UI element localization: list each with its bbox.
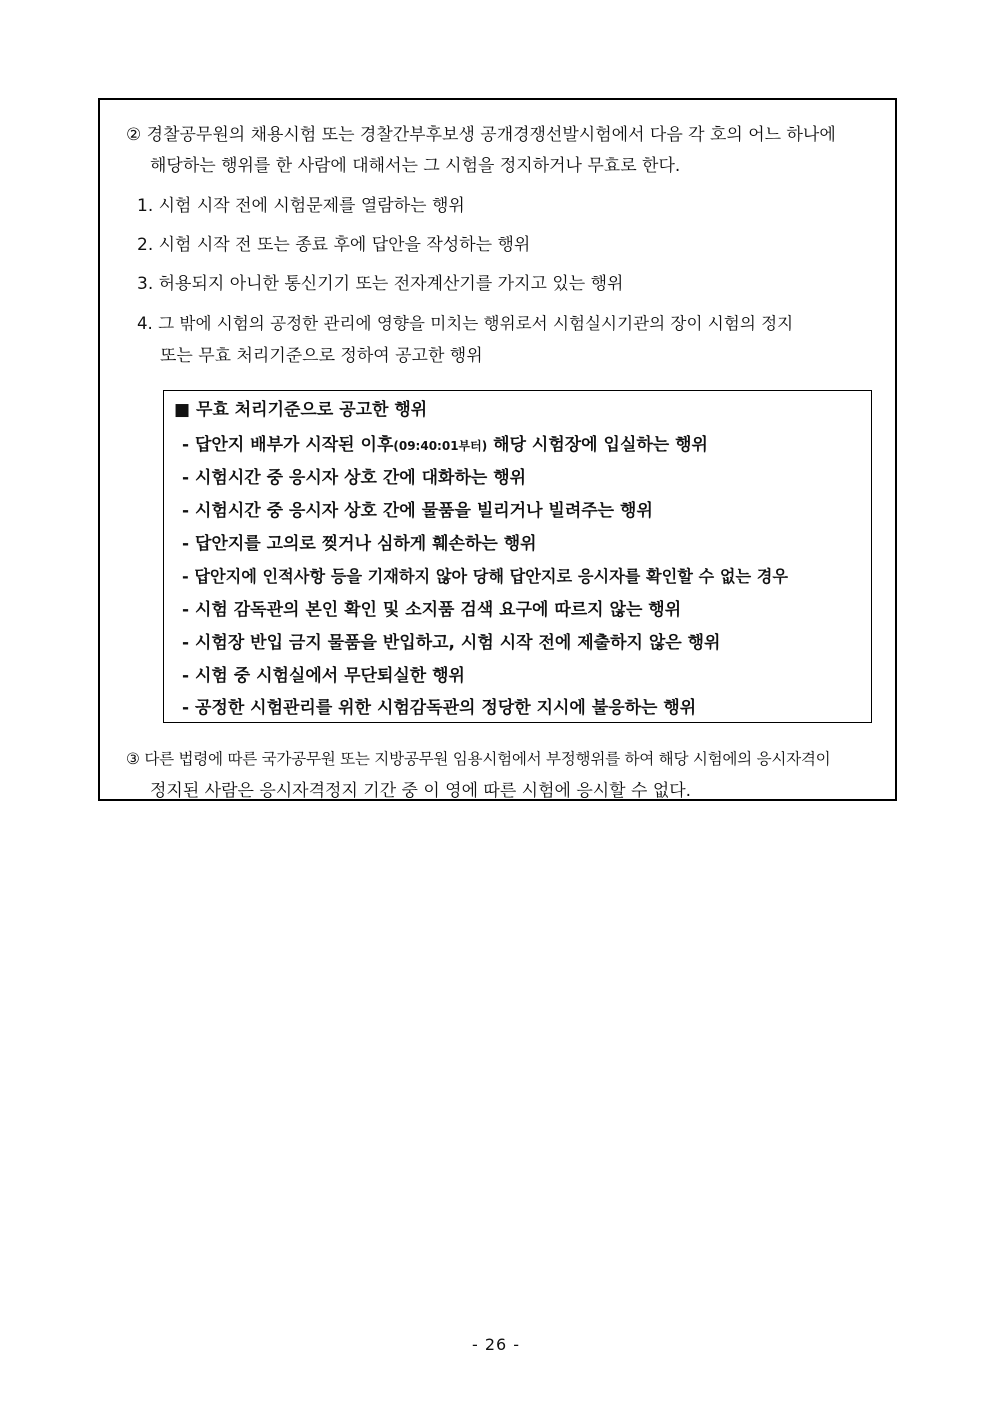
criteria-rule: - 답안지에 인적사항 등을 기재하지 않아 당해 답안지로 응시자를 확인할 수 없는 경우 <box>182 567 789 586</box>
criteria-rule: - 시험시간 중 응시자 상호 간에 대화하는 행위 <box>182 468 527 488</box>
criteria-rule: - 시험 감독관의 본인 확인 및 소지품 검색 요구에 따르지 않는 행위 <box>182 600 682 620</box>
item-2: 2. 시험 시작 전 또는 종료 후에 답안을 작성하는 행위 <box>137 235 531 255</box>
paragraph-3-line-2: 정지된 사람은 응시자격정지 기간 중 이 영에 따른 시험에 응시할 수 없다. <box>150 781 692 801</box>
item-4-line-1: 4. 그 밖에 시험의 공정한 관리에 영향을 미치는 행위로서 시험실시기관의 장이 시험의 정지 <box>137 314 794 333</box>
criteria-rule: - 시험장 반입 금지 물품을 반입하고, 시험 시작 전에 제출하지 않은 행위 <box>182 633 721 653</box>
criteria-rule: - 공정한 시험관리를 위한 시험감독관의 정당한 지시에 불응하는 행위 <box>182 698 697 718</box>
criteria-rule-time: (09:40:01부터) <box>393 439 488 453</box>
criteria-rule: - 답안지를 고의로 찢거나 심하게 훼손하는 행위 <box>182 534 537 554</box>
criteria-rule-text: - 답안지 배부가 시작된 이후 <box>182 435 394 455</box>
item-1: 1. 시험 시작 전에 시험문제를 열람하는 행위 <box>137 196 465 216</box>
paragraph-2-line-1: ② 경찰공무원의 채용시험 또는 경찰간부후보생 공개경쟁선발시험에서 다음 각 호의 어느 하나에 <box>126 125 836 145</box>
criteria-rule: - 시험 중 시험실에서 무단퇴실한 행위 <box>182 666 465 686</box>
criteria-rule <box>182 434 708 457</box>
item-3: 3. 허용되지 아니한 통신기기 또는 전자계산기를 가지고 있는 행위 <box>137 274 624 294</box>
paragraph-2-line-2: 해당하는 행위를 한 사람에 대해서는 그 시험을 정지하거나 무효로 한다. <box>150 156 681 176</box>
criteria-rule-text: 해당 시험장에 입실하는 행위 <box>487 435 708 455</box>
criteria-rule: - 시험시간 중 응시자 상호 간에 물품을 빌리거나 빌려주는 행위 <box>182 501 653 521</box>
paragraph-3-line-1: ③ 다른 법령에 따른 국가공무원 또는 지방공무원 임용시험에서 부정행위를 하여 해당 시험에의 응시자격이 <box>126 750 831 768</box>
page-number: - 26 - <box>471 1335 521 1354</box>
criteria-heading: ■ 무효 처리기준으로 공고한 행위 <box>174 400 428 420</box>
item-4-line-2: 또는 무효 처리기준으로 정하여 공고한 행위 <box>160 346 483 366</box>
